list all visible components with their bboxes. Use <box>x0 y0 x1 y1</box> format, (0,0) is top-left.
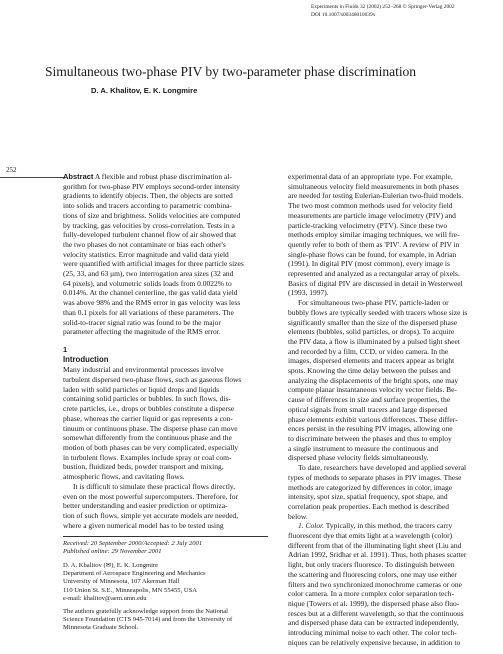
text-line: optical signals from small tracers and large dispersed <box>288 404 448 414</box>
left-column <box>63 172 274 530</box>
text-line: the PIV data, a flow is illuminated by a pulsed light sheet <box>288 336 460 346</box>
text-line: Basics of digital PIV are discussed in detail in Westerweel <box>288 278 463 288</box>
text-line: Many industrial and environmental processes involve <box>63 365 224 375</box>
text-line: 0.014%. At the channel centerline, the gas valid data yield <box>63 288 238 298</box>
text-line: It is difficult to simulate these practical flows directly, <box>73 481 236 491</box>
right-column <box>288 172 501 647</box>
intro-paragraph-1 <box>63 365 274 481</box>
text-line: 64 pixels), and volumetric solids loads from 0.0022% to <box>63 278 232 288</box>
text-line: turbulent dispersed two-phase flows, such as gaseous flows <box>63 375 242 385</box>
journal-header <box>311 4 455 19</box>
text-line: intensity, spot size, spatial frequency, spot shape, and <box>288 492 448 502</box>
section-title: Introduction <box>63 354 109 364</box>
text-line: light, but only tracers fluoresce. To distinguish between <box>288 560 455 570</box>
text-line: into solids and tracers according to parametric combina- <box>63 201 232 211</box>
text-line: atmospheric flows, and cavitating flows. <box>63 472 185 482</box>
text-line: motion of both phases can be very complicated, especially <box>63 442 239 452</box>
text-line: types of methods to separate phases in PIV images. These <box>288 472 462 482</box>
page-rule <box>0 177 64 178</box>
received-date: Received: 20 September 2000/Accepted: 2 July 2001 <box>63 540 203 547</box>
text-line: The authors gratefully acknowledge support from the National <box>63 608 228 615</box>
text-line: introducing minimal noise to each other. The color tech- <box>288 628 457 638</box>
text-line: D. A. Khalitov (✉), E. K. Longmire <box>63 562 159 569</box>
text-line: gradients to identify objects. Then, the objects are sorted <box>63 191 233 201</box>
text-line: fluorescent dye that emits light at a wavelength (color) <box>288 531 453 541</box>
right-paragraph-1 <box>288 172 501 298</box>
text-line: a single instrument to measure the continuous and <box>288 443 439 453</box>
text-line <box>63 172 274 182</box>
text-line <box>288 521 501 531</box>
text-line: are needed for testing Eulerian-Eulerian two-fluid models. <box>288 191 464 201</box>
text-line: better understanding and easier prediction or optimiza- <box>63 501 228 511</box>
paragraph-lead: Abstract <box>63 172 94 181</box>
text-line: containing solid particles or bubbles. In such flows, dis- <box>63 394 231 404</box>
text-line: nique (Towers et al. 1999), the dispersed phase also fluo- <box>288 598 460 608</box>
text-line: even on the most powerful supercomputers. Therefore, for <box>63 491 239 501</box>
text-line-rest: Typically, in this method, the tracers carry <box>324 521 453 531</box>
text-line: dispersed phase velocity fields simultaneously. <box>288 453 429 463</box>
paper-title: Simultaneous two-phase PIV by two-parameter phase discrimination <box>45 64 417 79</box>
text-line: experimental data of an appropriate type. For example, <box>288 172 453 181</box>
text-line: e-mail: khalitov@aem.umn.edu <box>63 594 147 602</box>
text-line: University of Minnesota, 107 Akerman Hall <box>63 578 180 586</box>
text-line: (25, 33, and 63 μm), two interrogation area sizes (32 and <box>63 269 234 279</box>
text-line: to discriminate between the phases and thus to employ <box>288 433 452 443</box>
text-line: To date, researchers have developed and applied several <box>298 463 467 473</box>
text-line: represented and analyzed as a rectangular array of pixels. <box>288 269 460 279</box>
text-line: solid-to-tracer signal ratio was found to be the major <box>63 317 221 327</box>
text-line: Science Foundation (CTS 945-7014) and from the University of <box>63 616 233 624</box>
text-line: quently refer to both of them as 'PIV'. A review of PIV in <box>288 239 460 249</box>
text-line: bubbly flows are typically seeded with tracers whose size is <box>288 307 468 317</box>
text-line: compute planar instantaneous velocity vector fields. Be- <box>288 385 457 395</box>
text-line: laden with solid particles or liquid drops and liquids <box>63 384 220 394</box>
text-line: phase, whereas the carrier liquid or gas represents a con- <box>63 413 233 423</box>
text-line: particle-tracking velocimetry (PTV). Since these two <box>288 220 448 230</box>
text-line: tion of such flows, simple yet accurate models are needed, <box>63 510 239 520</box>
text-line: than 0.1 pixels for all variations of these parameters. The <box>63 307 234 317</box>
text-line: elements (bubbles, solid particles, or drops). To acquire <box>288 327 455 337</box>
text-line: crete particles, i.e., drops or bubbles constitute a disperse <box>63 404 235 414</box>
text-line: measurements are particle image velocimetry (PIV) and <box>288 210 456 220</box>
text-line: images, dispersed elements and tracers appear as bright <box>288 356 455 366</box>
right-paragraph-2 <box>288 298 501 463</box>
text-line: tions of size and brightness. Solids velocities are computed <box>63 210 241 220</box>
journal-doi: DOI 10.1007/s00348010039x <box>311 11 376 18</box>
text-line: Minnesota Graduate School. <box>63 624 139 632</box>
text-line: filters and two synchronized monochrome cameras or one <box>288 579 462 589</box>
abstract <box>63 172 274 337</box>
text-line: by tracking, gas velocities by cross-correlation. Tests in a <box>63 220 235 230</box>
footnote-dates <box>63 540 276 556</box>
text-line: below. <box>288 511 308 521</box>
text-line: bustion, fluidized beds, powder transport and mixing, <box>63 462 224 472</box>
text-line: Adrian 1992, Sridhar et al. 1991). Thus, both phases scatter <box>288 550 467 560</box>
text-line: Department of Aerospace Engineering and Mechanics <box>63 570 206 578</box>
footnote-rule <box>63 536 268 537</box>
text-line: phase elements exhibit various differences. These differ- <box>288 414 458 424</box>
text-line: methods are categorized by differences in color, image <box>288 482 453 492</box>
text-line: fully-developed turbulent channel flow of air showed that <box>63 230 237 240</box>
text-line: was above 98% and the RMS error in gas velocity was less <box>63 298 241 308</box>
text-line: and dispersed phase data can be extracted independently, <box>288 618 459 628</box>
published-date: Published online: 29 November 2001 <box>63 548 162 556</box>
text-line: For simultaneous two-phase PIV, particle-laden or <box>298 298 449 308</box>
text-line: analyzing the displacements of the bright spots, one may <box>288 375 459 385</box>
right-paragraph-3 <box>288 463 501 521</box>
text-line: cause of differences in size and surface properties, the <box>288 395 451 405</box>
section-number: 1 <box>63 344 68 354</box>
text-line: color camera. In a more complex color separation tech- <box>288 589 454 599</box>
paper-authors: D. A. Khalitov, E. K. Longmire <box>91 86 198 95</box>
text-line: spots. Knowing the time delay between the pulses and <box>288 366 451 376</box>
text-line: significantly smaller than the size of the dispersed phase <box>288 317 458 327</box>
text-line: The two most common methods used for velocity field <box>288 201 453 211</box>
text-line: methods employ similar imaging techniques, we will fre- <box>288 230 460 240</box>
text-line: velocity statistics. Error magnitude and valid data yield <box>63 249 229 259</box>
journal-citation: Experiments in Fluids 32 (2002) 252–268 © Springer-Verlag 2002 <box>311 4 455 10</box>
text-line: and recorded by a film, CCD, or video camera. In the <box>288 346 449 356</box>
acknowledgement <box>63 608 276 633</box>
text-line: niques can be relatively expensive because, in addition to <box>288 637 461 647</box>
text-line: were quantified with artificial images for three particle sizes <box>63 259 244 269</box>
text-line: in turbulent flows. Examples include spray or coal com- <box>63 452 232 462</box>
text-line: parameter affecting the magnitude of the RMS error. <box>63 327 221 337</box>
text-line: single-phase flows can be found, for example, in Adrian <box>288 249 457 259</box>
abstract-body <box>63 172 274 337</box>
text-line: the scattering and fluorescing colors, one may use either <box>288 569 457 579</box>
text-line: gorithm for two-phase PIV employs second-order intensity <box>63 181 240 191</box>
text-line: resces but at a different wavelength, so that the continuous <box>288 608 464 618</box>
author-affiliation <box>63 562 276 603</box>
page-number: 252 <box>6 166 17 174</box>
text-line: different from that of the illuminating light sheet (Liu and <box>288 540 462 550</box>
text-line: simultaneous velocity field measurements in both phases <box>288 181 459 191</box>
text-line: tinuum or continuous phase. The disperse phase can move <box>63 423 238 433</box>
text-line: (1993, 1997). <box>288 288 329 298</box>
text-line: correlation peak properties. Each method is described <box>288 501 449 511</box>
text-line: somewhat differently from the continuous phase and the <box>63 433 232 443</box>
text-line: (1991). In digital PIV (most common), every image is <box>288 259 450 269</box>
paragraph-lead: 1. Color. <box>298 521 325 531</box>
intro-paragraph-2 <box>63 482 274 531</box>
text-line: 110 Union St. S.E., Minneapolis, MN 55455, USA <box>63 586 198 594</box>
text-line-rest: A flexible and robust phase discrimination al- <box>93 172 232 181</box>
text-line: the two phases do not contaminate or bias each other's <box>63 239 226 249</box>
text-line: where a given numerical model has to be tested using <box>63 520 224 530</box>
right-paragraph-4 <box>288 521 501 647</box>
text-line: ences persist in the resulting PIV images, allowing one <box>288 424 453 434</box>
